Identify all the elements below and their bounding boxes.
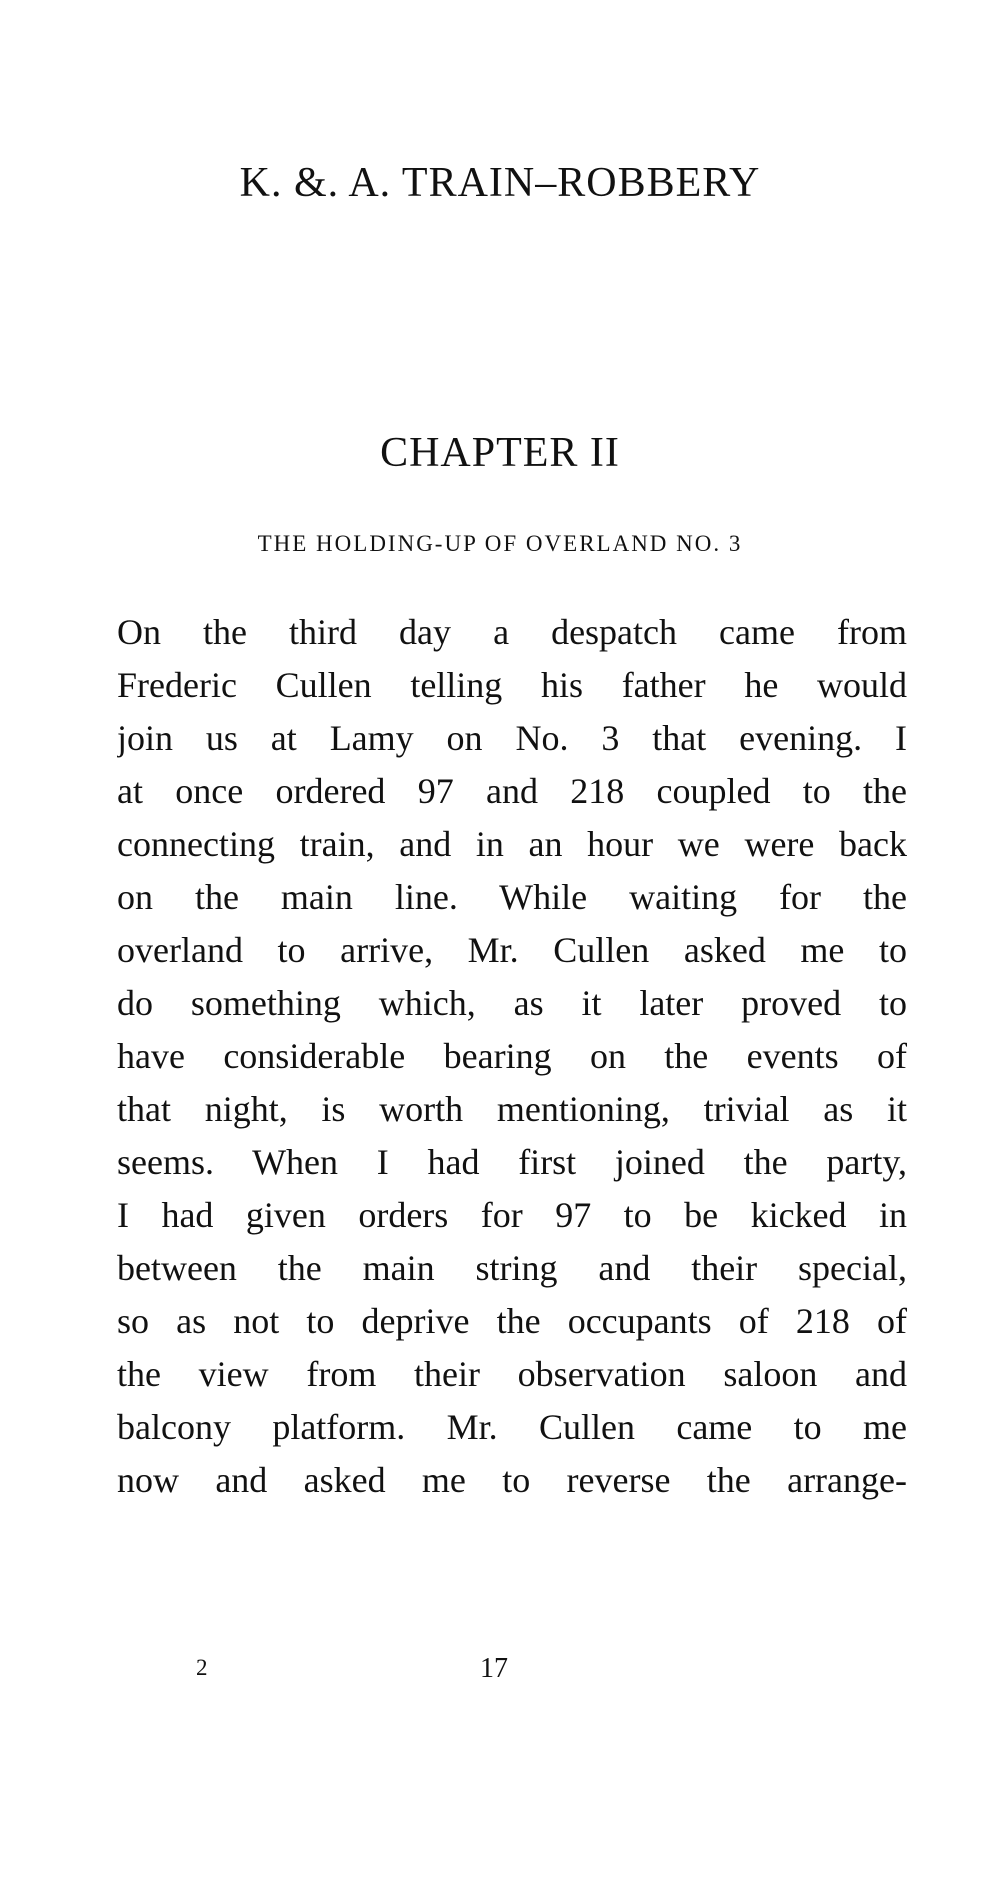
- chapter-subtitle: THE HOLDING-UP OF OVERLAND NO. 3: [257, 531, 743, 556]
- body-line: Frederic Cullen telling his father he would: [117, 665, 907, 705]
- body-line: balcony platform. Mr. Cullen came to me: [117, 1407, 907, 1447]
- body-line: the view from their observation saloon and: [117, 1354, 907, 1394]
- body-line: that night, is worth mentioning, trivial as it: [117, 1089, 907, 1129]
- body-line: seems. When I had first joined the party,: [117, 1142, 907, 1182]
- running-title: K. &. A. TRAIN–ROBBERY: [239, 160, 761, 206]
- body-line: have considerable bearing on the events of: [117, 1036, 907, 1076]
- body-line: at once ordered 97 and 218 coupled to the: [117, 771, 907, 811]
- page-number: 17: [480, 1653, 508, 1684]
- body-line: join us at Lamy on No. 3 that evening. I: [117, 718, 907, 758]
- signature-mark: 2: [196, 1655, 208, 1680]
- body-line: now and asked me to reverse the arrange-: [117, 1460, 907, 1500]
- chapter-heading: CHAPTER II: [380, 430, 620, 476]
- body-line: do something which, as it later proved to: [117, 983, 907, 1023]
- body-line: between the main string and their special,: [117, 1248, 907, 1288]
- chapter-body: [117, 606, 907, 1507]
- body-line: connecting train, and in an hour we were back: [117, 824, 907, 864]
- body-line: overland to arrive, Mr. Cullen asked me to: [117, 930, 907, 970]
- body-line: I had given orders for 97 to be kicked in: [117, 1195, 907, 1235]
- body-line: on the main line. While waiting for the: [117, 877, 907, 917]
- body-line: On the third day a despatch came from: [117, 612, 907, 652]
- body-line: so as not to deprive the occupants of 218 of: [117, 1301, 907, 1341]
